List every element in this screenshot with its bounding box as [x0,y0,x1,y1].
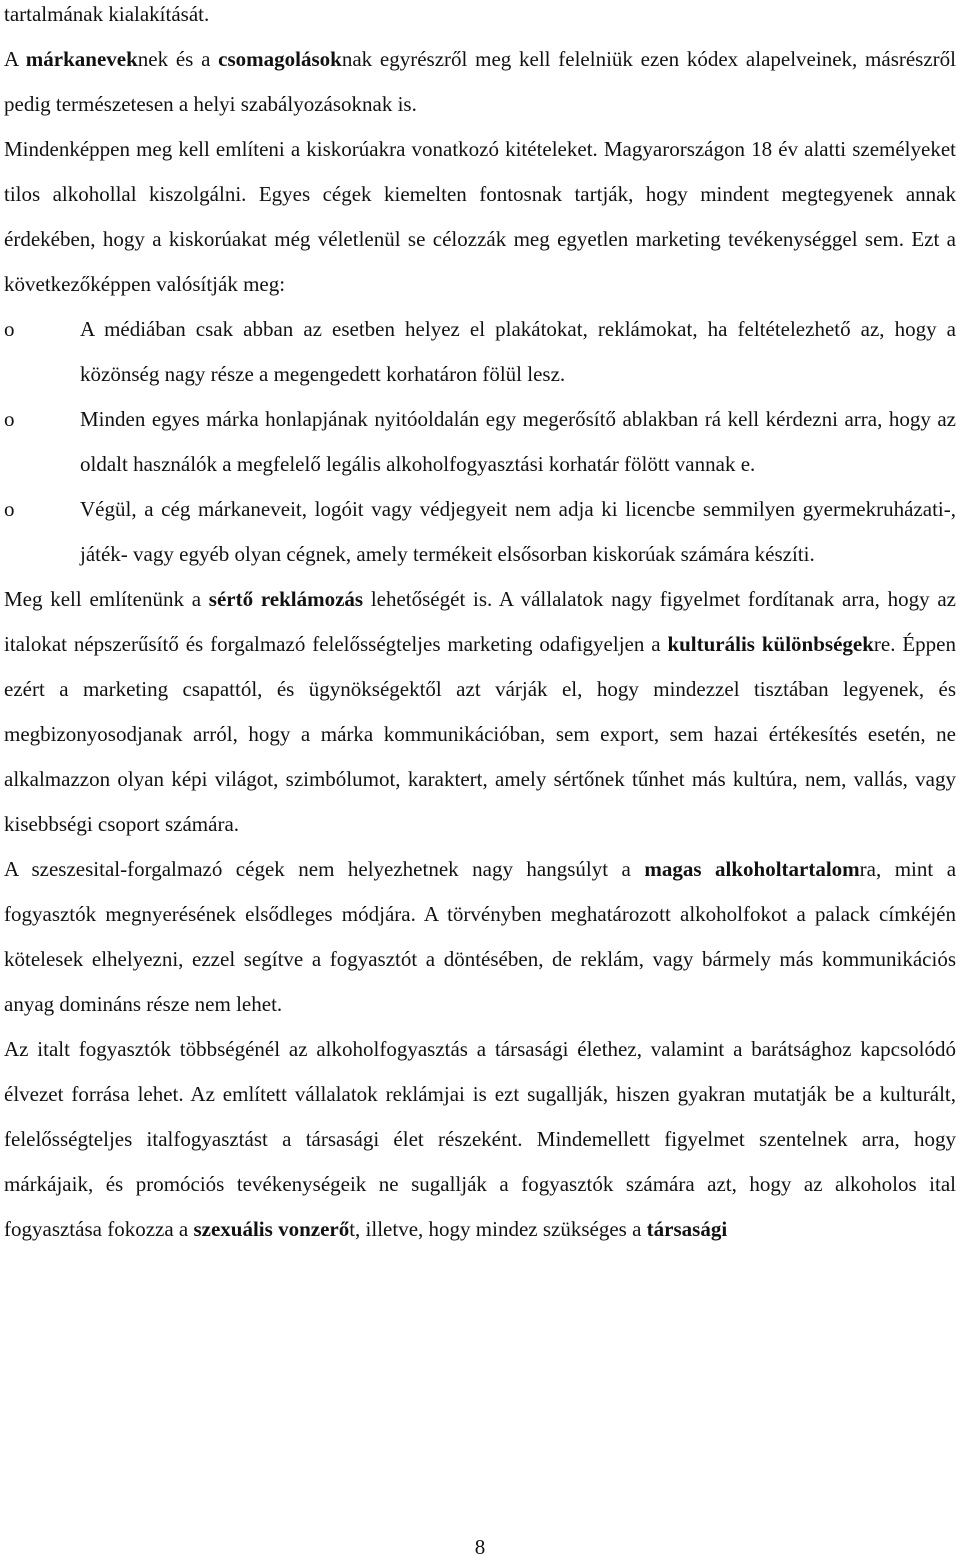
bold-term-offensive-advertising: sértő reklámozás [208,587,364,611]
bold-term-high-alcohol-content: magas alkoholtartalom [644,857,860,881]
list-item: o A médiában csak abban az esetben helyez el plakátokat, reklámokat, ha feltételezhető az, hogy a közönség nagy része a megengedett korhatáron fölül lesz. [4,307,956,397]
paragraph-offensive-advertising: Meg kell említenünk a sértő reklámozás lehetőségét is. A vállalatok nagy figyelmet fordítanak arra, hogy az italokat népszerűsítő és forgalmazó felelősségteljes marketing odafigyeljen a kulturális különbségekre. Éppen ezért a marketing csapattól, és ügynökségektől azt várják el, hogy mindezzel tisztában legyenek, és megbizonyosodjanak arról, hogy a márka kommunikációban, sem export, sem hazai értékesítés esetén, ne alkalmazzon olyan képi világot, szimbólumot, karaktert, amely sértőnek tűnhet más kultúra, nem, vallás, vagy kisebbségi csoport számára. [4,587,956,836]
list-item: o Minden egyes márka honlapjának nyitóoldalán egy megerősítő ablakban rá kell kérdezni arra, hogy az oldalt használók a megfelelő legális alkoholfogyasztási korhatár fölött vannak e. [4,397,956,487]
bullet-marker: o [4,317,15,341]
bold-term-brand-names: márkanevek [25,47,138,71]
list-item: o Végül, a cég márkaneveit, logóit vagy védjegyeit nem adja ki licencbe semmilyen gyermekruházati-, játék- vagy egyéb olyan cégnek, amely termékeit elsősorban kiskorúak számára készíti. [4,487,956,577]
paragraph-minors: Mindenképpen meg kell említeni a kiskorúakra vonatkozó kitételeket. Magyarországon 18 év alatti személyeket tilos alkohollal kiszolgálni. Egyes cégek kiemelten fontosnak tartják, hogy mindent megtegyenek annak érdekében, hogy a kiskorúakat még véletlenül se célozzák meg egyetlen marketing tevékenységgel sem. Ezt a következőképpen valósítják meg: [4,137,956,296]
paragraph-brand-packaging: A márkaneveknek és a csomagolásoknak egyrészről meg kell felelniük ezen kódex alapelveinek, másrészről pedig természetesen a helyi szabályozásoknak is. [4,47,956,116]
bullet-marker: o [4,497,15,521]
page-number: 8 [474,1535,486,1559]
bullet-marker: o [4,407,15,431]
paragraph-alcohol-content: A szeszesital-forgalmazó cégek nem helyezhetnek nagy hangsúlyt a magas alkoholtartalomra, mint a fogyasztók megnyerésének elsődleges módjára. A törvényben meghatározott alkoholfokot a palack címkéjén kötelesek elhelyezni, ezzel segítve a fogyasztót a döntésében, de reklám, vagy bármely más kommunikációs anyag domináns része nem lehet. [4,857,957,1016]
bullet-list [4,307,956,577]
bold-term-social: társasági [646,1217,728,1241]
paragraph-social-life: Az italt fogyasztók többségénél az alkoholfogyasztás a társasági élethez, valamint a barátsághoz kapcsolódó élvezet forrása lehet. Az említett vállalatok reklámjai is ezt sugallják, hiszen gyakran mutatják be a kulturált, felelősségteljes italfogyasztást a társasági élet részeként. Mindemellett figyelmet szentelnek arra, hogy márkájaik, és promóciós tevékenységeik ne sugallják a fogyasztók számára azt, hogy az alkoholos ital fogyasztása fokozza a szexuális vonzerőt, illetve, hogy mindez szükséges a társasági [4,1037,956,1241]
paragraph-intro-fragment: tartalmának kialakítását. [4,2,210,26]
document-body [4,0,956,1252]
bold-term-packaging: csomagolások [218,47,342,71]
bold-term-cultural-differences: kulturális különbségek [667,632,874,656]
bold-term-sexual-attraction: szexuális vonzerő [193,1217,350,1241]
